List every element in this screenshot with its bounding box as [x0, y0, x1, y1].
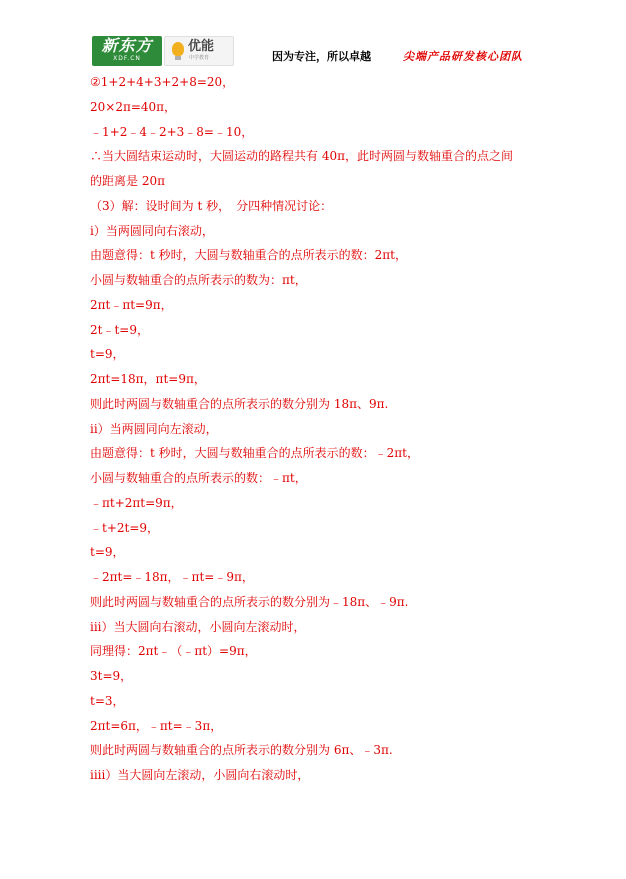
solution-line: 小圆与数轴重合的点所表示的数：﹣πt，	[90, 471, 307, 485]
solution-line: t=9，	[90, 347, 125, 362]
solution-line: i）当两圆同向右滚动，	[90, 223, 214, 238]
solution-line: ∴当大圆结束运动时，大圆运动的路程共有 40π，此时两圆与数轴重合的点之间	[90, 149, 513, 164]
solution-line: 则此时两圆与数轴重合的点所表示的数分别为﹣18π、﹣9π.	[90, 594, 409, 609]
lightbulb-icon	[172, 42, 184, 56]
solution-line: ii）当两圆同向左滚动，	[90, 421, 218, 436]
youneng-logo	[164, 36, 234, 66]
solution-text	[90, 70, 550, 788]
solution-line: t=9，	[90, 545, 125, 560]
solution-line: 则此时两圆与数轴重合的点所表示的数分别为 18π、9π.	[90, 396, 389, 411]
solution-line: 3t=9，	[90, 669, 133, 683]
solution-line: 2πt=6π，﹣πt=﹣3π，	[90, 718, 223, 733]
solution-line: ②1+2+4+3+2+8=20，	[90, 75, 235, 89]
solution-line: ﹣1+2﹣4﹣2+3﹣8=﹣10，	[90, 124, 254, 139]
solution-line: 2t﹣t=9，	[90, 322, 149, 337]
youneng-logo-tagline: 中学教育	[189, 55, 210, 61]
solution-line: iiii）当大圆向左滚动，小圆向右滚动时，	[90, 768, 310, 782]
solution-line: 由题意得：t 秒时，大圆与数轴重合的点所表示的数：2πt，	[90, 248, 407, 263]
youneng-logo-text: 优能	[188, 39, 215, 54]
header-team-title: 尖端产品研发核心团队	[403, 50, 523, 63]
solution-line: 由题意得：t 秒时，大圆与数轴重合的点所表示的数：﹣2πt，	[90, 446, 419, 461]
header-slogan: 因为专注，所以卓越	[272, 50, 371, 63]
solution-line: t=3，	[90, 693, 125, 708]
solution-line: （3）解：设时间为 t 秒， 分四种情况讨论：	[90, 198, 333, 213]
solution-line: 2πt=18π，πt=9π，	[90, 372, 206, 386]
xdf-logo	[92, 36, 162, 66]
solution-line: iii）当大圆向右滚动，小圆向左滚动时，	[90, 619, 306, 634]
xdf-logo-text: 新东方	[101, 36, 153, 55]
solution-line: 同理得：2πt﹣（﹣πt）=9π，	[90, 644, 257, 659]
page-header	[0, 0, 626, 72]
solution-line: 20×2π=40π，	[90, 99, 177, 114]
solution-line: ﹣2πt=﹣18π，﹣πt=﹣9π，	[90, 570, 254, 584]
solution-line: 的距离是 20π	[90, 174, 165, 188]
solution-line: 2πt﹣πt=9π，	[90, 297, 173, 312]
solution-line: ﹣t+2t=9，	[90, 520, 160, 535]
xdf-logo-domain: XDF.CN	[113, 55, 141, 62]
solution-line: ﹣πt+2πt=9π，	[90, 495, 183, 510]
solution-line: 小圆与数轴重合的点所表示的数为：πt，	[90, 273, 307, 287]
solution-line: 则此时两圆与数轴重合的点所表示的数分别为 6π、﹣3π.	[90, 743, 393, 758]
